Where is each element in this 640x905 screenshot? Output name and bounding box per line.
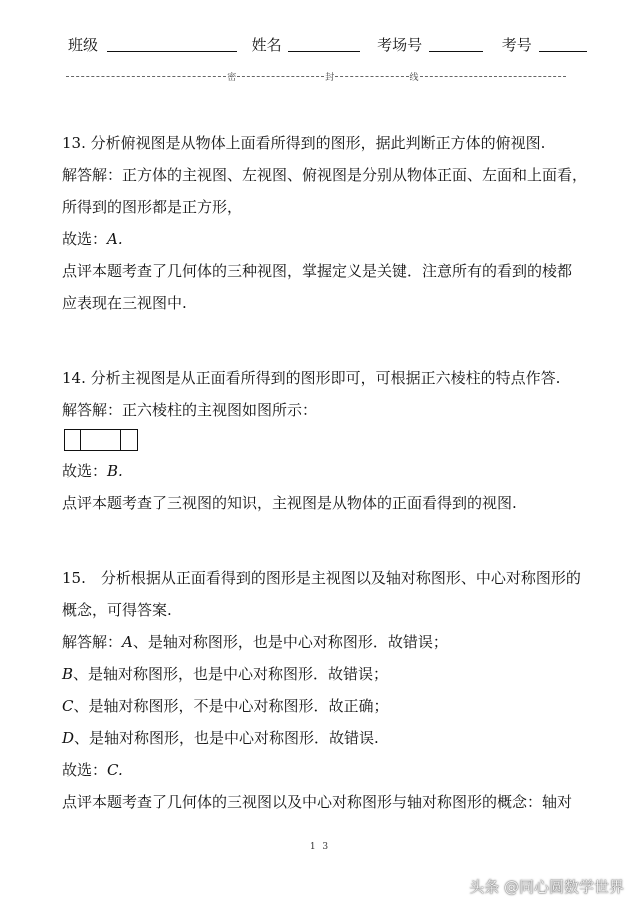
q15-option-d: D、是轴对称图形，也是中心对称图形．故错误. [62, 729, 379, 747]
room-label: 考场号 [377, 36, 423, 54]
seal-line [66, 70, 566, 83]
q13-solution-1: 解答解：正方体的主视图、左视图、俯视图是分别从物体正面、左面和上面看， [62, 166, 588, 184]
q14-solution: 解答解：正六棱柱的主视图如图所示： [62, 401, 318, 419]
question-15-solution [62, 562, 582, 818]
question-13-solution [62, 127, 588, 319]
q15-comment: 点评本题考查了几何体的三视图以及中心对称图形与轴对称图形的概念：轴对 [62, 793, 573, 811]
room-blank [429, 37, 483, 52]
front-view-face [65, 430, 81, 450]
q15-answer: 故选：C. [62, 761, 123, 779]
hexagonal-prism-front-view [64, 429, 138, 451]
q15-analysis-2: 概念，可得答案. [62, 601, 172, 619]
q15-analysis-1: 15. 分析根据从正面看得到的图形是主视图以及轴对称图形、中心对称图形的 [62, 569, 581, 587]
page-number: 1 3 [309, 842, 331, 852]
q13-comment-2: 应表现在三视图中. [62, 294, 187, 312]
q14-analysis: 14. 分析主视图是从正面看所得到的图形即可，可根据正六棱柱的特点作答. [62, 369, 561, 387]
name-label: 姓名 [251, 36, 282, 54]
q15-option-b: B、是轴对称图形，也是中心对称图形．故错误； [62, 665, 389, 683]
q14-comment: 点评本题考查了三视图的知识，主视图是从物体的正面看得到的视图. [62, 494, 517, 512]
exam-info-header [68, 34, 587, 55]
question-14-solution [62, 362, 582, 519]
watermark: 头条 @同心圆数学世界 [469, 878, 624, 896]
front-view-face [121, 430, 137, 450]
number-label: 考号 [501, 36, 532, 54]
q13-answer: 故选：A. [62, 230, 123, 248]
q15-option-c: C、是轴对称图形，不是中心对称图形．故正确； [62, 697, 389, 715]
name-blank [288, 37, 360, 52]
q13-solution-2: 所得到的图形都是正方形， [62, 198, 243, 216]
seal-char: 密 [227, 73, 237, 83]
q13-analysis: 13. 分析俯视图是从物体上面看所得到的图形，据此判断正方体的俯视图. [62, 134, 546, 152]
number-blank [539, 37, 587, 52]
front-view-face [81, 430, 121, 450]
q13-comment-1: 点评本题考查了几何体的三种视图，掌握定义是关键．注意所有的看到的棱都 [62, 262, 573, 280]
seal-char: 封 [325, 73, 335, 83]
seal-char: 线 [409, 73, 419, 83]
q15-option-a: 解答解：A、是轴对称图形，也是中心对称图形．故错误； [62, 633, 448, 651]
class-blank [107, 37, 237, 52]
q14-answer: 故选：B. [62, 462, 123, 480]
class-label: 班级 [68, 36, 99, 54]
